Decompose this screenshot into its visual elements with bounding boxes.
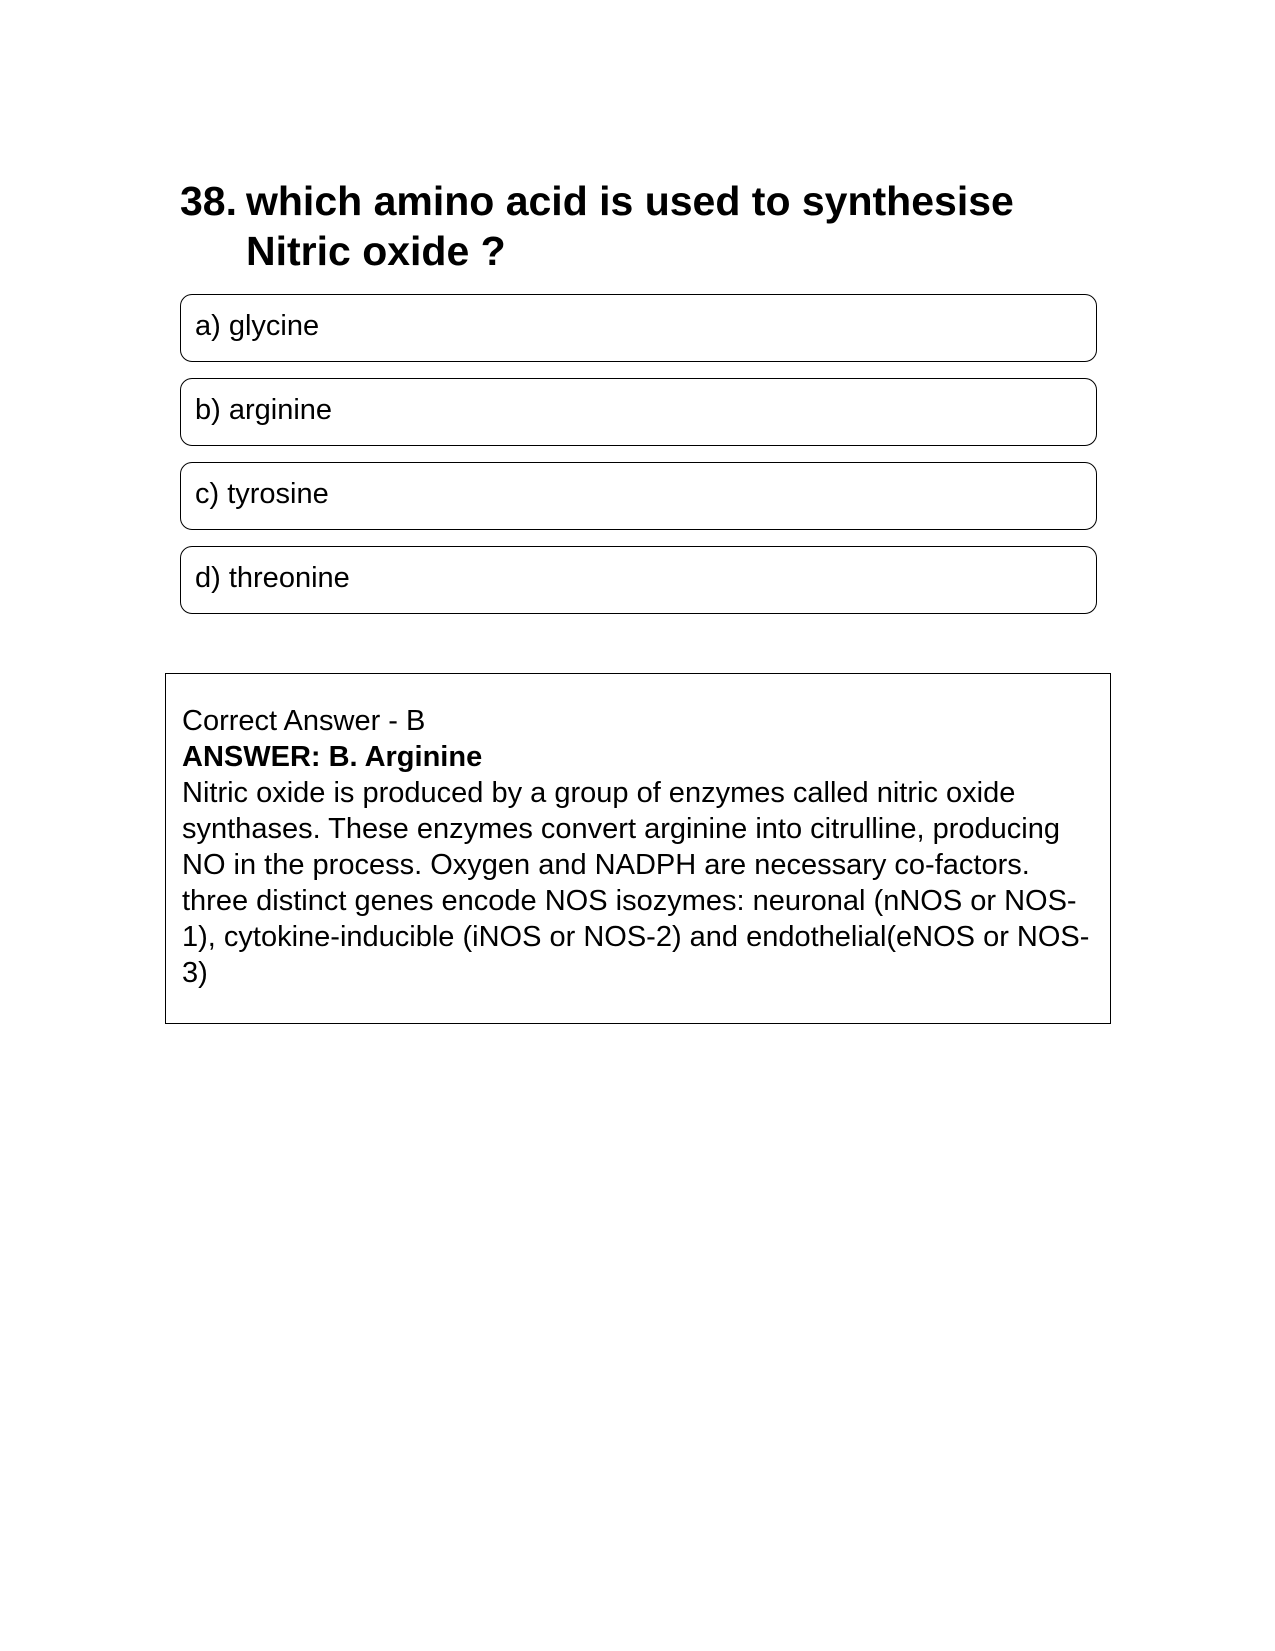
question-heading: [180, 176, 1080, 276]
answer-explanation: Nitric oxide is produced by a group of enzymes called nitric oxide synthases. These enzymes convert arginine into citrulline, producing NO in the process. Oxygen and NADPH are necessary co-factors. three distinct genes encode NOS isozymes: neuronal (nNOS or NOS-1), cytokine-inducible (iNOS or NOS-2) and endothelial(eNOS or NOS-3): [182, 777, 1090, 989]
option-b[interactable]: b) arginine: [180, 378, 1097, 446]
question-number: 38.: [180, 178, 237, 224]
question-text: which amino acid is used to synthesise Nitric oxide ?: [246, 178, 1014, 274]
options-list: [180, 294, 1097, 630]
answer-box: [165, 673, 1111, 1024]
answer-heading: ANSWER: B. Arginine: [182, 741, 483, 773]
option-d[interactable]: d) threonine: [180, 546, 1097, 614]
option-a[interactable]: a) glycine: [180, 294, 1097, 362]
option-c[interactable]: c) tyrosine: [180, 462, 1097, 530]
correct-answer-line: Correct Answer - B: [182, 705, 426, 737]
